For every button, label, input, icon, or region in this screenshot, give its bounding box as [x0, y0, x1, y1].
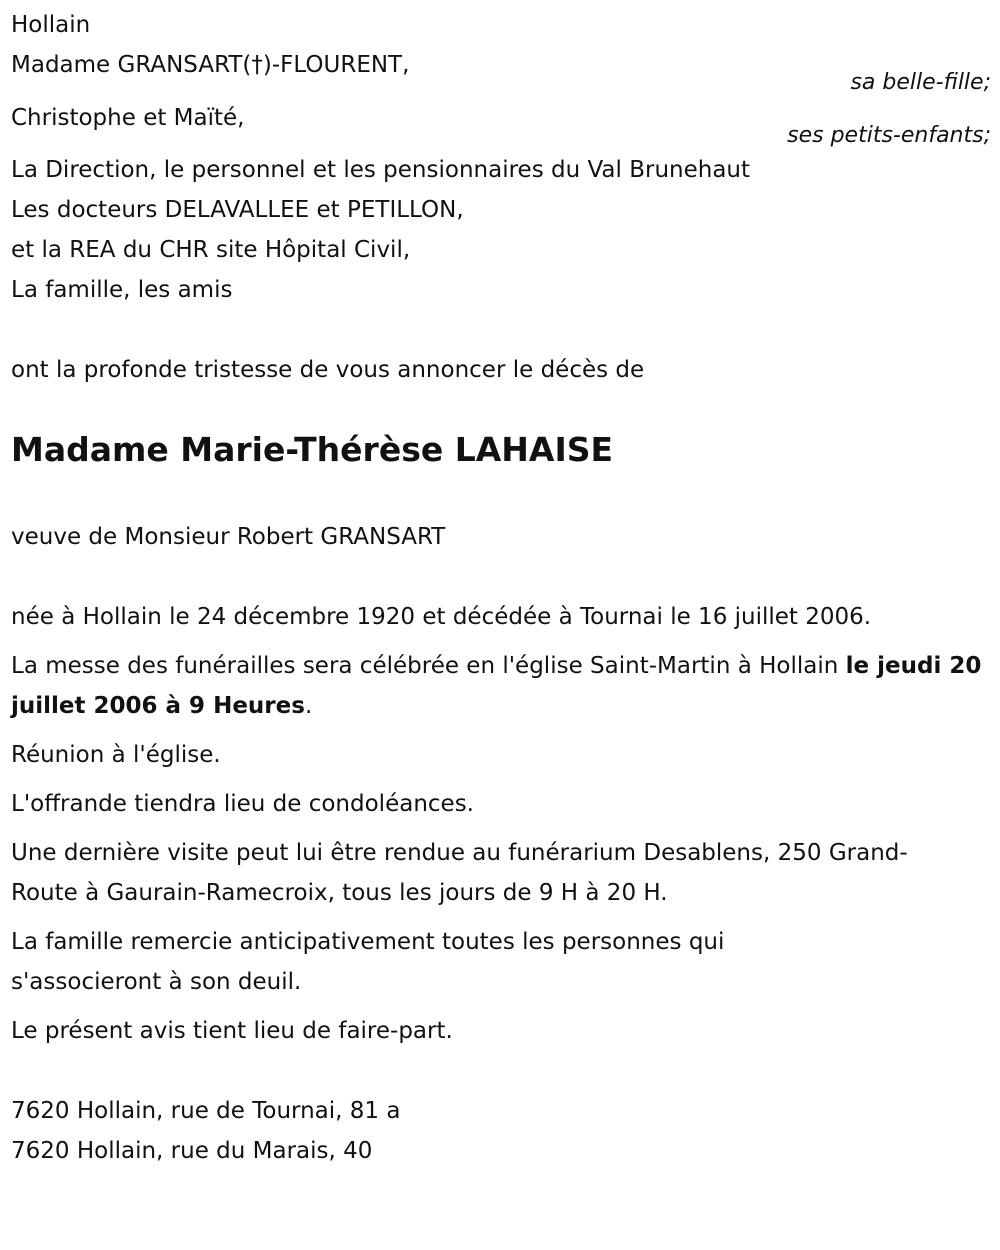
address: 7620 Hollain, rue du Marais, 40 — [11, 1138, 373, 1164]
family-line: La Direction, le personnel et les pensionnaires du Val Brunehaut — [11, 157, 751, 183]
widow-of: veuve de Monsieur Robert GRANSART — [11, 524, 446, 550]
funeral-mass — [11, 646, 991, 726]
birth-death: née à Hollain le 24 décembre 1920 et décédée à Tournai le 16 juillet 2006. — [11, 604, 872, 630]
mass-end: . — [304, 693, 313, 719]
mass-text: La messe des funérailles sera célébrée en l'église Saint-Martin à Hollain — [11, 653, 846, 679]
paragraph: L'offrande tiendra lieu de condoléances. — [11, 791, 474, 817]
family-line: Les docteurs DELAVALLEE et PETILLON, — [11, 197, 464, 223]
mass-date: le jeudi 20 juillet 2006 à 9 Heures — [11, 653, 982, 719]
family-line: et la REA du CHR site Hôpital Civil, — [11, 237, 411, 263]
paragraph: Réunion à l'église. — [11, 742, 221, 768]
address: 7620 Hollain, rue de Tournai, 81 a — [11, 1098, 401, 1124]
announcement: ont la profonde tristesse de vous annoncer le décès de — [11, 357, 645, 383]
family-role: sa belle-fille; — [850, 70, 991, 95]
family-line: Madame GRANSART(†)-FLOURENT, — [11, 52, 410, 78]
family-role: ses petits-enfants; — [787, 123, 991, 148]
family-line: La famille, les amis — [11, 277, 233, 303]
paragraph: Le présent avis tient lieu de faire-part. — [11, 1018, 453, 1044]
place: Hollain — [11, 12, 91, 38]
family-line: Christophe et Maïté, — [11, 105, 245, 131]
deceased-name: Madame Marie-Thérèse LAHAISE — [11, 430, 614, 469]
paragraph: La famille remercie anticipativement toutes les personnes qui s'associeront à son deuil. — [11, 929, 725, 995]
obituary-notice — [11, 0, 991, 1171]
paragraph: Une dernière visite peut lui être rendue au funérarium Desablens, 250 Grand-Route à Gaurain-Ramecroix, tous les jours de 9 H à 20 H. — [11, 840, 908, 906]
